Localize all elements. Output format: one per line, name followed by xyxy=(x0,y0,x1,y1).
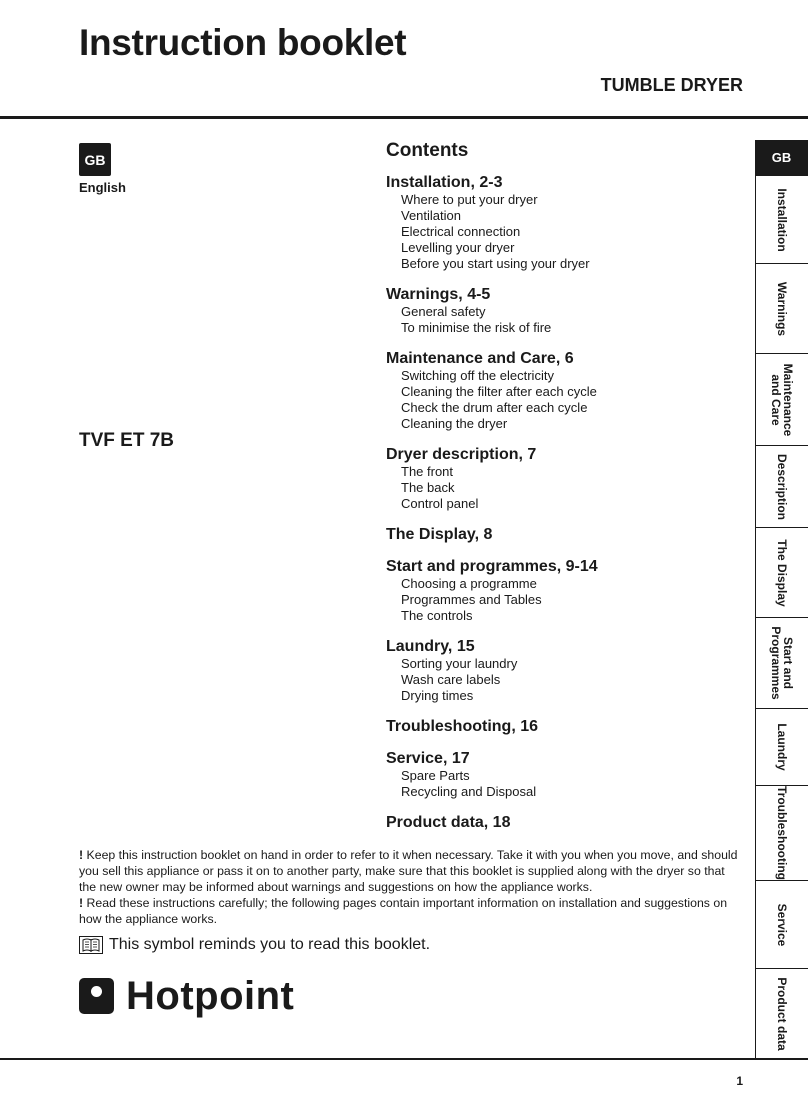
toc-section xyxy=(386,813,736,832)
side-tab-product-data[interactable] xyxy=(755,968,808,1058)
toc-section-title: Maintenance and Care, 6 xyxy=(386,350,574,367)
brand-name: Hotpoint xyxy=(126,974,295,1018)
toc-item: Programmes and Tables xyxy=(401,592,542,607)
side-tab-troubleshooting[interactable] xyxy=(755,785,808,880)
toc-item: Before you start using your dryer xyxy=(401,256,590,271)
toc-item: Ventilation xyxy=(401,208,461,223)
toc-item: The front xyxy=(401,464,454,479)
toc-section xyxy=(386,445,736,512)
table-of-contents xyxy=(386,140,736,845)
note-keep-booklet: ! Keep this instruction booklet on hand in order to refer to it when necessary. Take it with you when you move, and should you sell this appliance or pass it on to another party, make sure that this booklet is supplied along with the dryer so that the new owner may be informed about warnings and suggestions on how the appliance works. xyxy=(79,848,738,894)
hotpoint-logo xyxy=(79,976,294,1016)
toc-item: To minimise the risk of fire xyxy=(401,320,552,335)
toc-item: Electrical connection xyxy=(401,224,521,239)
header-divider xyxy=(0,116,808,119)
toc-section-title: Service, 17 xyxy=(386,750,470,767)
booklet-title: Instruction booklet xyxy=(79,22,407,63)
hotpoint-logo-icon xyxy=(79,978,114,1014)
toc-section xyxy=(386,637,736,704)
side-tab-label: Troubleshooting xyxy=(775,786,789,880)
read-symbol-text: This symbol reminds you to read this booklet. xyxy=(109,936,431,953)
toc-item: General safety xyxy=(401,304,486,319)
language-badge: GB xyxy=(79,143,111,176)
side-tab-description[interactable] xyxy=(755,445,808,527)
side-tab-label: Product data xyxy=(775,976,789,1051)
toc-item: Cleaning the filter after each cycle xyxy=(401,384,597,399)
side-tab-laundry[interactable] xyxy=(755,708,808,785)
toc-section-title: Installation, 2-3 xyxy=(386,174,503,191)
footer-divider xyxy=(0,1058,808,1060)
side-tab-the-display[interactable] xyxy=(755,527,808,617)
model-name: TVF ET 7B xyxy=(79,430,175,451)
side-tab-label: Laundry xyxy=(775,723,789,771)
toc-section-title: The Display, 8 xyxy=(386,526,493,543)
toc-section xyxy=(386,749,736,800)
toc-item: Levelling your dryer xyxy=(401,240,515,255)
toc-item: Switching off the electricity xyxy=(401,368,554,383)
side-tab-warnings[interactable] xyxy=(755,263,808,353)
toc-item: Check the drum after each cycle xyxy=(401,400,588,415)
toc-section-title: Warnings, 4-5 xyxy=(386,286,491,303)
toc-section-title: Product data, 18 xyxy=(386,814,511,831)
side-tab-service[interactable] xyxy=(755,880,808,968)
toc-section-title: Dryer description, 7 xyxy=(386,446,537,463)
product-type: TUMBLE DRYER xyxy=(600,75,743,95)
toc-item: Cleaning the dryer xyxy=(401,416,508,431)
toc-section-title: Troubleshooting, 16 xyxy=(386,718,539,735)
toc-section xyxy=(386,557,736,624)
toc-section xyxy=(386,285,736,336)
side-tab-label: Service xyxy=(775,903,789,946)
contents-heading: Contents xyxy=(386,140,469,161)
toc-item: Choosing a programme xyxy=(401,576,537,591)
toc-item: Drying times xyxy=(401,688,474,703)
toc-item: Wash care labels xyxy=(401,672,501,687)
note-read-carefully: ! Read these instructions carefully; the following pages contain important information on installation and suggestions on how the appliance works. xyxy=(79,896,728,926)
side-tab-gb[interactable]: GB xyxy=(755,140,808,175)
language-name: English xyxy=(79,180,126,195)
toc-section xyxy=(386,173,736,272)
toc-item: Sorting your laundry xyxy=(401,656,518,671)
side-tab-installation[interactable] xyxy=(755,175,808,263)
toc-item: The controls xyxy=(401,608,473,623)
side-tab-label: The Display xyxy=(775,538,789,607)
side-tab-label: Maintenance and Care xyxy=(769,363,795,436)
side-tab-start-and-programmes[interactable] xyxy=(755,617,808,708)
side-tab-bar xyxy=(755,140,808,1058)
read-symbol-row xyxy=(79,936,430,954)
side-tab-label: Installation xyxy=(775,187,789,252)
page-number: 1 xyxy=(736,1074,743,1088)
side-tab-maintenance-and-care[interactable] xyxy=(755,353,808,445)
toc-section xyxy=(386,525,736,544)
toc-item: Control panel xyxy=(401,496,479,511)
toc-section-title: Laundry, 15 xyxy=(386,638,475,655)
open-book-icon xyxy=(79,936,103,954)
exclamation-icon: ! xyxy=(79,848,84,862)
side-tab-label: Description xyxy=(775,453,789,520)
toc-section-title: Start and programmes, 9-14 xyxy=(386,558,598,575)
notes xyxy=(79,847,744,927)
toc-item: Where to put your dryer xyxy=(401,192,538,207)
exclamation-icon: ! xyxy=(79,896,84,910)
toc-section xyxy=(386,717,736,736)
toc-item: The back xyxy=(401,480,455,495)
side-tab-label: Warnings xyxy=(775,281,789,336)
toc-section xyxy=(386,349,736,432)
toc-item: Spare Parts xyxy=(401,768,470,783)
toc-item: Recycling and Disposal xyxy=(401,784,537,799)
side-tab-label: Start and Programmes xyxy=(769,626,795,700)
